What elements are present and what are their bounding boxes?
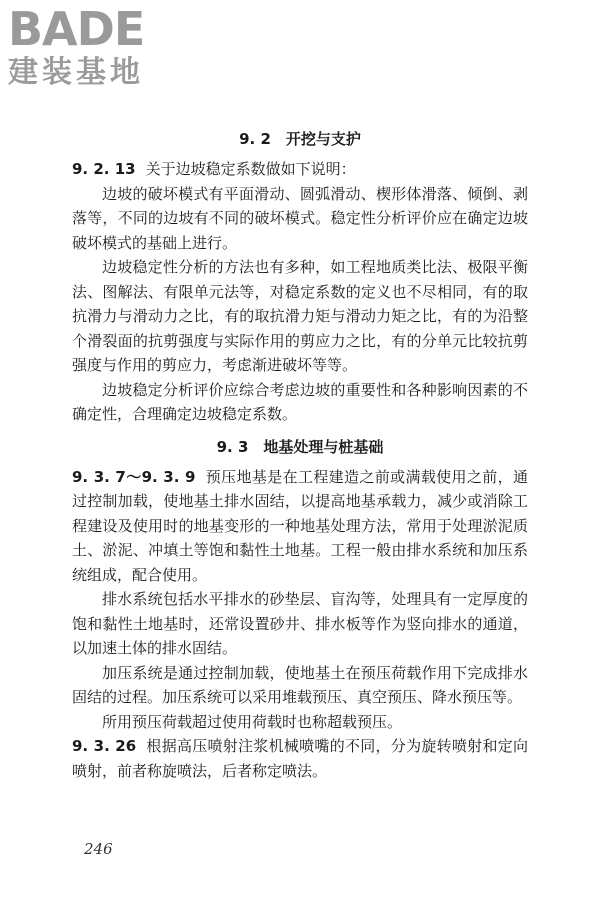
clause-number: 9. 3. 7～9. 3. 9	[72, 467, 196, 486]
paragraph: 边坡稳定性分析的方法也有多种，如工程地质类比法、极限平衡法、图解法、有限单元法等，对稳定系数的定义也不尽相同，有的取抗滑力与滑动力之比，有的取抗滑力矩与滑动力矩之比，有的为沿整个滑裂面的抗剪强度与实际作用的剪应力之比，有的分单元比较抗剪强度与作用的剪应力，考虑渐进破坏等等。	[72, 258, 528, 374]
page-body	[72, 126, 528, 783]
paragraph: 所用预压荷载超过使用荷载时也称超载预压。	[102, 712, 403, 731]
section-title-9-2: 9. 2 开挖与支护	[239, 130, 361, 148]
clause-text: 根据高压喷射注浆机械喷嘴的不同，分为旋转喷射和定向喷射，前者称旋喷法，后者称定喷法。	[72, 737, 528, 780]
logo-wordmark: BADE	[8, 2, 145, 56]
clause-number: 9. 3. 26	[72, 737, 137, 755]
logo-subtitle: 建装基地	[8, 55, 144, 90]
paragraph: 边坡稳定分析评价应综合考虑边坡的重要性和各种影响因素的不确定性，合理确定边坡稳定系数。	[72, 380, 528, 423]
clause-9-2-13-intro	[72, 157, 528, 182]
paragraph: 排水系统包括水平排水的砂垫层、盲沟等，处理具有一定厚度的饱和黏性土地基时，还常设置砂井、排水板等作为竖向排水的通道，以加速土体的排水固结。	[72, 590, 528, 657]
clause-9-3-26	[72, 734, 528, 783]
page-number: 246	[84, 840, 113, 858]
publisher-logo	[8, 4, 178, 94]
section-title-9-3: 9. 3 地基处理与桩基础	[216, 437, 384, 456]
clause-text: 预压地基是在工程建造之前或满载使用之前，通过控制加载，使地基土排水固结，以提高地基承载力，减少或消除工程建设及使用时的地基变形的一种地基处理方法，常用于处理淤泥质土、淤泥、冲填土等饱和黏性土地基。工程一般由排水系统和加压系统组成，配合使用。	[72, 467, 528, 584]
clause-number: 9. 2. 13	[72, 160, 136, 178]
paragraph: 加压系统是通过控制加载，使地基土在预压荷载作用下完成排水固结的过程。加压系统可以采用堆载预压、真空预压、降水预压等。	[72, 663, 528, 706]
paragraph: 边坡的破坏模式有平面滑动、圆弧滑动、楔形体滑落、倾倒、剥落等，不同的边坡有不同的破坏模式。稳定性分析评价应在确定边坡破坏模式的基础上进行。	[72, 184, 528, 252]
clause-9-3-7-intro	[72, 465, 528, 588]
clause-text: 关于边坡稳定系数做如下说明：	[145, 160, 356, 178]
